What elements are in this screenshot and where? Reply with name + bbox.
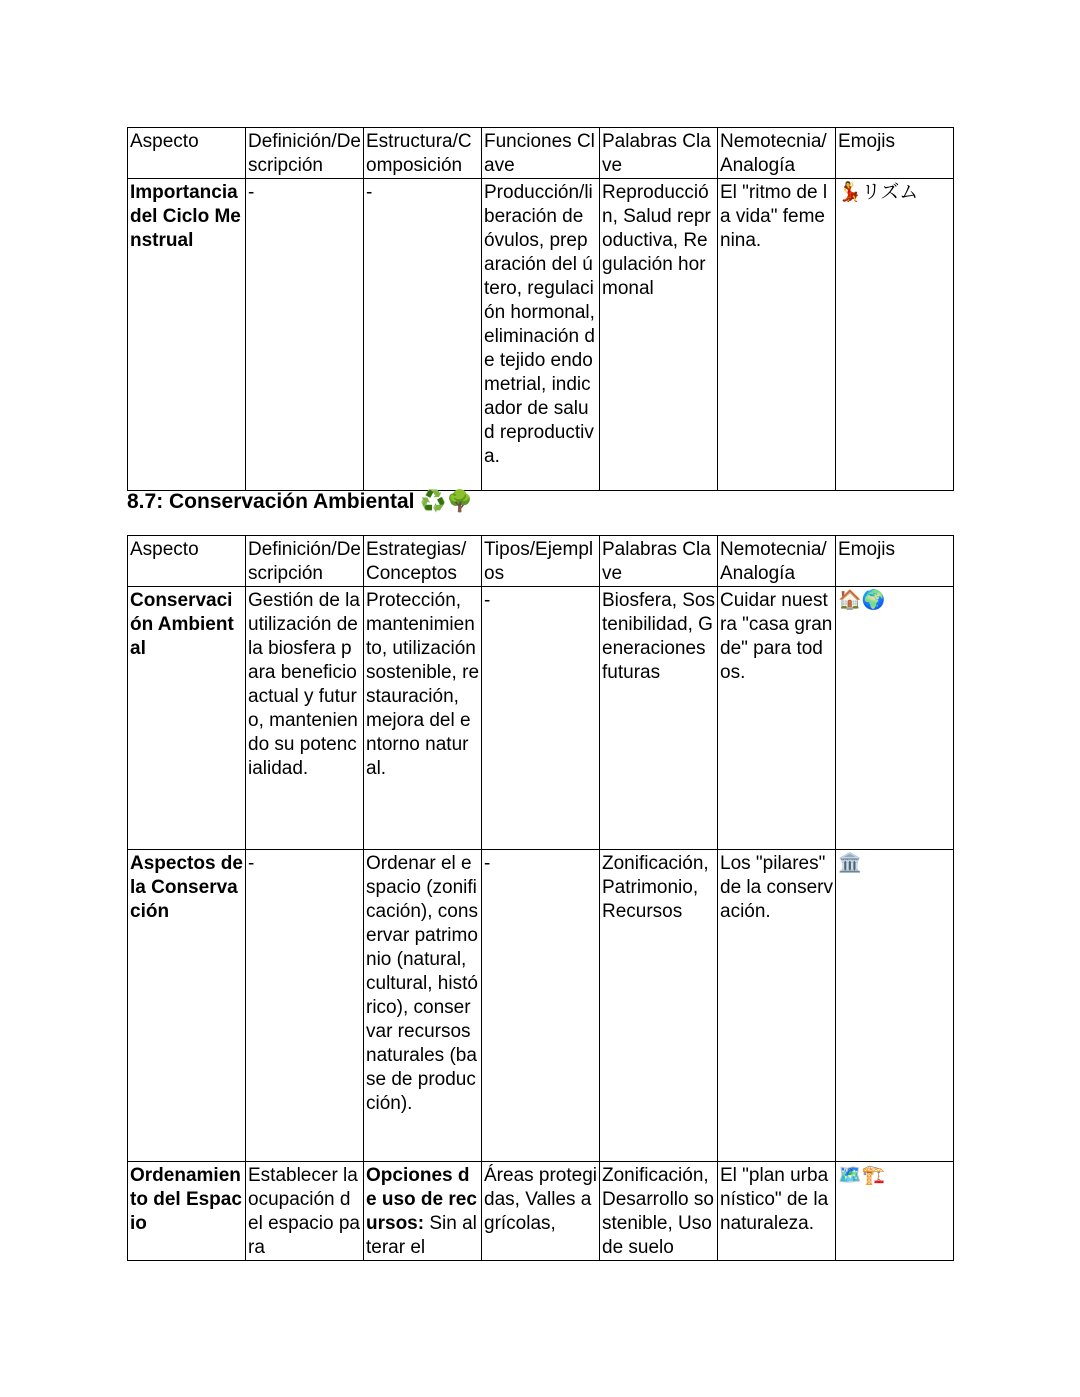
header-cell: Emojis <box>836 536 954 587</box>
cell: Zonificación, Desarrollo sostenible, Uso de suelo <box>600 1162 718 1261</box>
header-cell: Definición/Descripción <box>246 536 364 587</box>
cell: - <box>246 179 364 491</box>
strategies-text: Sin alterar el <box>366 1213 477 1258</box>
header-cell: Estructura/Composición <box>364 128 482 179</box>
table-header-row <box>128 128 954 179</box>
cell: Producción/liberación de óvulos, preparación del útero, regulación hormonal, eliminación de tejido endometrial, indicador de salud reproductiva. <box>482 179 600 491</box>
cell: Ordenar el espacio (zonificación), conservar patrimonio (natural, cultural, histórico), conservar recursos naturales (base de producción). <box>364 850 482 1162</box>
cell <box>364 1162 482 1261</box>
table-header-row <box>128 536 954 587</box>
aspect-cell: Aspectos de la Conservación <box>128 850 246 1162</box>
cell: Zonificación, Patrimonio, Recursos <box>600 850 718 1162</box>
strategies-bold-label: Opciones de uso de recursos: <box>366 1165 477 1234</box>
header-cell: Tipos/Ejemplos <box>482 536 600 587</box>
table-row <box>128 1162 954 1261</box>
cell: - <box>246 850 364 1162</box>
cell: Protección, mantenimiento, utilización sostenible, restauración, mejora del entorno natural. <box>364 587 482 850</box>
header-cell: Nemotecnia/Analogía <box>718 128 836 179</box>
emoji-cell: 🏠🌍 <box>836 587 954 850</box>
header-cell: Nemotecnia/Analogía <box>718 536 836 587</box>
header-cell: Palabras Clave <box>600 536 718 587</box>
section-title: 8.7: Conservación Ambiental ♻️🌳 <box>127 490 473 513</box>
cell: Cuidar nuestra "casa grande" para todos. <box>718 587 836 850</box>
cell: - <box>482 587 600 850</box>
header-cell: Estrategias/Conceptos <box>364 536 482 587</box>
header-cell: Definición/Descripción <box>246 128 364 179</box>
header-cell: Emojis <box>836 128 954 179</box>
emoji-cell: 🏛️ <box>836 850 954 1162</box>
cell: Reproducción, Salud reproductiva, Regulación hormonal <box>600 179 718 491</box>
cell: El "plan urbanístico" de la naturaleza. <box>718 1162 836 1261</box>
emoji-cell: 💃リズム <box>836 179 954 491</box>
table-row <box>128 850 954 1162</box>
header-cell: Palabras Clave <box>600 128 718 179</box>
header-cell: Aspecto <box>128 536 246 587</box>
aspect-cell: Conservación Ambiental <box>128 587 246 850</box>
table-conservacion-ambiental <box>127 535 954 1261</box>
table-importancia-ciclo <box>127 127 954 491</box>
aspect-cell: Importancia del Ciclo Menstrual <box>128 179 246 491</box>
cell: Establecer la ocupación del espacio para <box>246 1162 364 1261</box>
header-cell: Funciones Clave <box>482 128 600 179</box>
cell: Gestión de la utilización de la biosfera para beneficio actual y futuro, manteniendo su potencialidad. <box>246 587 364 850</box>
cell: - <box>482 850 600 1162</box>
cell: Áreas protegidas, Valles agrícolas, <box>482 1162 600 1261</box>
table-row <box>128 587 954 850</box>
cell: Biosfera, Sostenibilidad, Generaciones futuras <box>600 587 718 850</box>
table-row <box>128 179 954 491</box>
emoji-cell: 🗺️🏗️ <box>836 1162 954 1261</box>
cell: - <box>364 179 482 491</box>
cell: Los "pilares" de la conservación. <box>718 850 836 1162</box>
aspect-cell: Ordenamiento del Espacio <box>128 1162 246 1261</box>
header-cell: Aspecto <box>128 128 246 179</box>
cell: El "ritmo de la vida" femenina. <box>718 179 836 491</box>
